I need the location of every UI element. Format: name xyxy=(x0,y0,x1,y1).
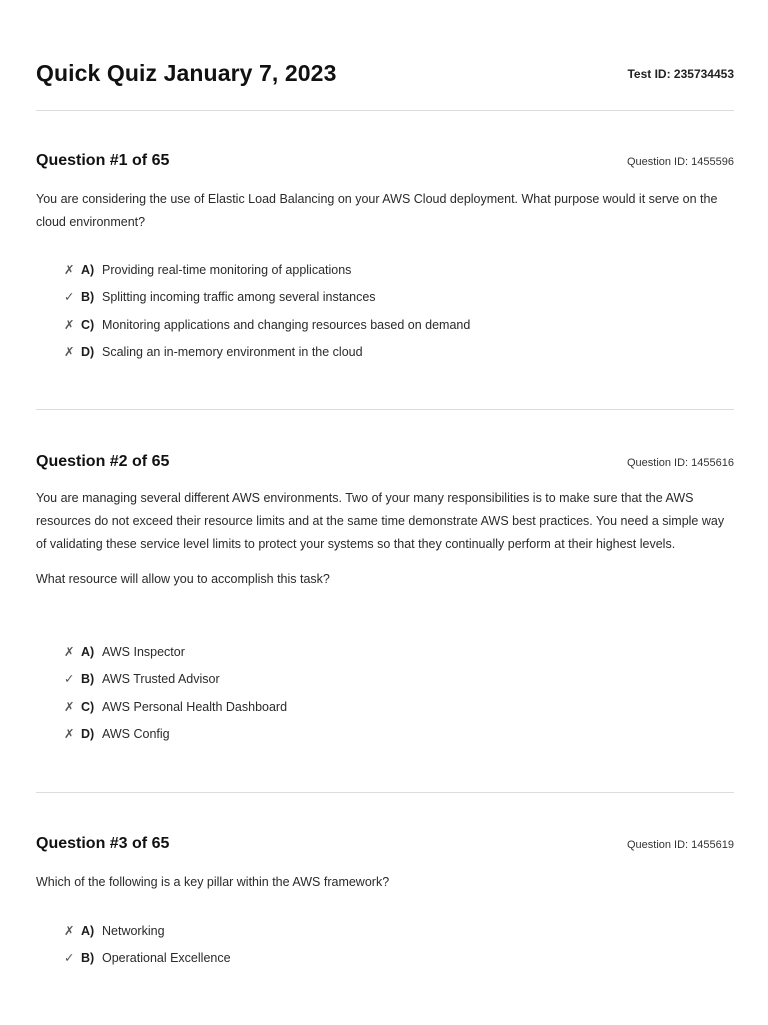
option-letter: C) xyxy=(81,317,95,332)
option-letter: D) xyxy=(81,726,95,741)
question-id: Question ID: 1455616 xyxy=(626,457,734,469)
option-text: Monitoring applications and changing resources based on demand xyxy=(102,317,471,332)
correct-check-icon: ✓ xyxy=(64,290,75,305)
option-text: AWS Trusted Advisor xyxy=(102,672,220,687)
quiz-page xyxy=(36,0,734,1025)
option-letter: A) xyxy=(81,645,95,659)
question-header xyxy=(36,453,734,477)
question-title: Question #1 of 65 xyxy=(36,152,170,169)
question-header xyxy=(36,152,734,176)
answer-option-b xyxy=(64,666,734,693)
option-text: Operational Excellence xyxy=(102,951,231,966)
question-title: Question #2 of 65 xyxy=(36,453,170,470)
option-letter: B) xyxy=(81,290,95,305)
incorrect-x-icon: ✗ xyxy=(64,344,75,359)
answer-option-c xyxy=(64,312,734,339)
option-letter: B) xyxy=(81,672,95,687)
answer-option-b xyxy=(64,284,734,311)
option-letter: D) xyxy=(81,344,95,359)
answer-option-a xyxy=(64,257,734,284)
question-3 xyxy=(36,793,734,1025)
incorrect-x-icon: ✗ xyxy=(64,645,75,659)
option-text: Networking xyxy=(102,924,165,938)
option-letter: B) xyxy=(81,951,95,966)
incorrect-x-icon: ✗ xyxy=(64,263,75,277)
option-text: AWS Personal Health Dashboard xyxy=(102,699,288,714)
question-1 xyxy=(36,111,734,410)
incorrect-x-icon: ✗ xyxy=(64,317,75,332)
question-text: You are managing several different AWS environments. Two of your many responsibilities is to make sure that the AWS resources do not exceed their resource limits and at the same time demonstrate AWS best practices. You need a simple way of validating these service level limits to protect your systems so that they continually perform at their highest levels. xyxy=(36,491,725,551)
test-id: Test ID: 235734453 xyxy=(627,67,734,81)
option-text: Providing real-time monitoring of applications xyxy=(102,263,352,277)
option-text: Scaling an in-memory environment in the cloud xyxy=(102,344,363,359)
answer-options xyxy=(36,257,734,366)
correct-check-icon: ✓ xyxy=(64,951,75,966)
answer-option-a xyxy=(64,639,734,666)
question-text: You are considering the use of Elastic Load Balancing on your AWS Cloud deployment. What purpose would it serve on the cloud environment? xyxy=(36,192,718,229)
correct-check-icon: ✓ xyxy=(64,672,75,687)
question-header xyxy=(36,835,734,859)
incorrect-x-icon: ✗ xyxy=(64,699,75,714)
question-text: Which of the following is a key pillar within the AWS framework? xyxy=(36,875,390,889)
question-body xyxy=(36,188,734,234)
answer-option-d xyxy=(64,721,734,748)
quiz-title: Quick Quiz January 7, 2023 xyxy=(36,60,337,86)
question-body xyxy=(36,871,734,894)
question-body xyxy=(36,487,734,591)
answer-option-d xyxy=(64,339,734,366)
option-text: Splitting incoming traffic among several instances xyxy=(102,290,376,305)
incorrect-x-icon: ✗ xyxy=(64,726,75,741)
option-letter: C) xyxy=(81,699,95,714)
question-id: Question ID: 1455596 xyxy=(626,156,734,168)
answer-options xyxy=(36,639,734,748)
question-2 xyxy=(36,410,734,793)
question-prompt: What resource will allow you to accomplish this task? xyxy=(36,572,330,586)
answer-option-c xyxy=(64,694,734,721)
answer-option-a xyxy=(64,918,734,945)
option-letter: A) xyxy=(81,263,95,277)
question-title: Question #3 of 65 xyxy=(36,835,170,852)
incorrect-x-icon: ✗ xyxy=(64,924,75,938)
quiz-header xyxy=(36,0,734,111)
option-text: AWS Config xyxy=(102,726,170,741)
question-id: Question ID: 1455619 xyxy=(626,839,734,851)
answer-options xyxy=(36,918,734,973)
option-text: AWS Inspector xyxy=(102,645,185,659)
option-letter: A) xyxy=(81,924,95,938)
answer-option-b xyxy=(64,945,734,972)
